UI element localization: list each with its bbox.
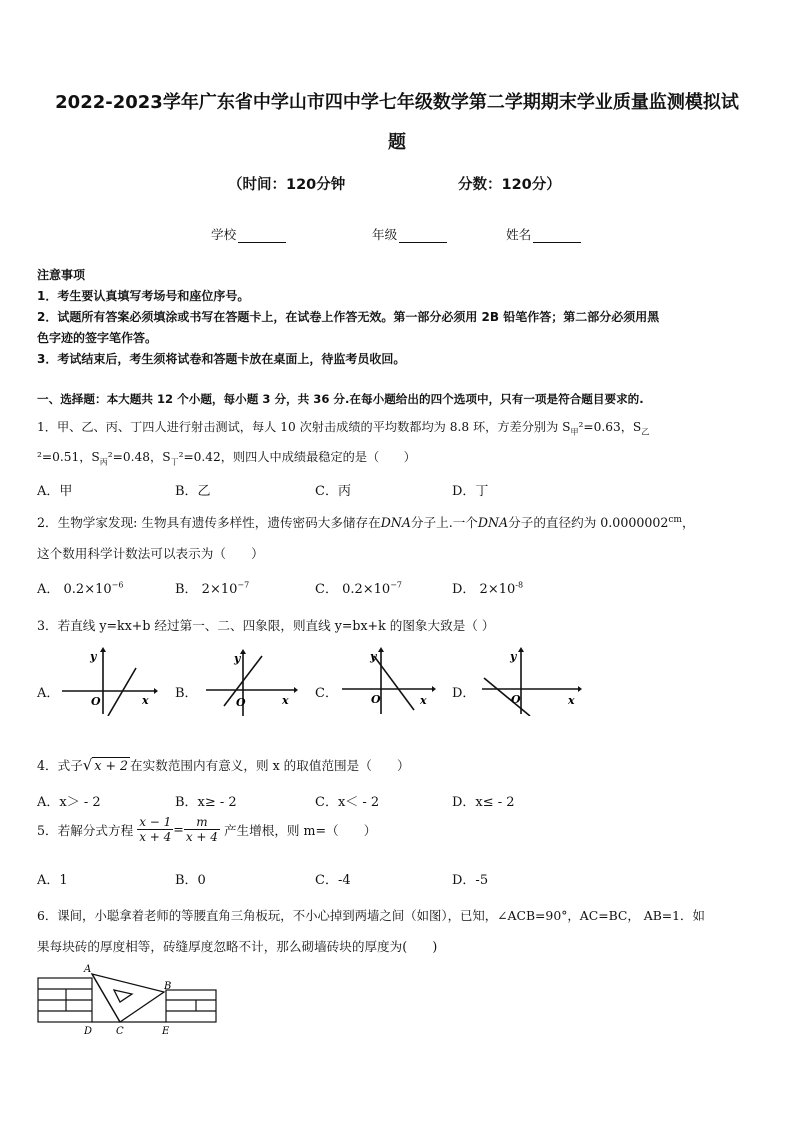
school-blank[interactable] bbox=[238, 230, 286, 243]
q1-option-c[interactable]: C．丙 bbox=[315, 484, 351, 499]
triangle-plate bbox=[92, 974, 164, 1022]
svg-text:E: E bbox=[162, 1026, 170, 1037]
name-label: 姓名 bbox=[506, 227, 532, 242]
q1-option-d[interactable]: D．丁 bbox=[452, 484, 489, 499]
svg-text:B: B bbox=[164, 981, 172, 992]
q3-option-a-label[interactable]: A． bbox=[37, 686, 60, 701]
q3-option-b-label[interactable]: B． bbox=[175, 686, 198, 701]
note-2b: 色字迹的签字笔作答。 bbox=[37, 331, 158, 345]
q2-line2: 这个数用科学计数法可以表示为（ ） bbox=[37, 546, 264, 561]
name-field bbox=[506, 224, 581, 243]
svg-text:y: y bbox=[370, 650, 377, 663]
svg-text:x: x bbox=[282, 694, 289, 707]
exam-title-line1: 2022-2023学年广东省中学山市四中学七年级数学第二学期期末学业质量监测模拟试 bbox=[55, 92, 739, 113]
q3-line1: 3．若直线 y=kx+b 经过第一、二、四象限，则直线 y=bx+k 的图象大致是（ ） bbox=[37, 618, 495, 633]
grade-blank[interactable] bbox=[399, 230, 447, 243]
svg-text:y: y bbox=[234, 652, 241, 665]
q2-option-d[interactable]: D． $2\times 10^{-8}$ bbox=[452, 580, 524, 597]
grade-field bbox=[372, 224, 447, 243]
school-label: 学校 bbox=[211, 227, 237, 242]
dna-term: DNA bbox=[380, 515, 411, 530]
q5-fraction-2: $\frac{m}{x + 4}$ bbox=[185, 815, 218, 844]
svg-text:x: x bbox=[420, 694, 427, 707]
svg-text:O: O bbox=[511, 693, 521, 706]
q1-line1: 1．甲、乙、丙、丁四人进行射击测试，每人 10 次射击成绩的平均数都均为 8.8 环，方差分别为 $S_甲^2=0.63$，$S_乙$ bbox=[37, 420, 650, 437]
svg-text:C: C bbox=[116, 1026, 124, 1037]
q6-line1: 6．课间，小聪拿着老师的等腰直角三角板玩，不小心掉到两墙之间（如图），已知，∠ACB=90°，AC=BC， AB=1．如 bbox=[37, 908, 705, 923]
q4-option-b[interactable]: B．x≥ - 2 bbox=[175, 795, 237, 810]
q4-option-c[interactable]: C．x＜ - 2 bbox=[315, 795, 380, 810]
svg-text:x: x bbox=[568, 694, 575, 707]
q3-option-c-label[interactable]: C． bbox=[315, 686, 338, 701]
exam-time: （时间：120分钟 bbox=[228, 177, 346, 193]
q1-option-a[interactable]: A．甲 bbox=[37, 484, 73, 499]
note-2a: 2．试题所有答案必须填涂或书写在答题卡上，在试卷上作答无效。第一部分必须用 2B 铅笔作答；第二部分必须用黑 bbox=[37, 310, 660, 324]
svg-text:O: O bbox=[371, 693, 381, 706]
q5-option-b[interactable]: B．0 bbox=[175, 873, 206, 888]
q1-option-b[interactable]: B．乙 bbox=[175, 484, 211, 499]
exam-score: 分数：120分） bbox=[458, 177, 561, 193]
q5-line1: 5．若解分式方程 $\frac{x - 1}{x + 4}$ = $\frac{m}{x + 4}$ 产生增根，则 m=（ ） bbox=[37, 815, 377, 844]
svg-text:y: y bbox=[90, 650, 97, 663]
q2-option-c[interactable]: C． $0.2\times 10^{-7}$ bbox=[315, 580, 402, 597]
q4-option-a[interactable]: A．x＞ - 2 bbox=[37, 795, 101, 810]
name-blank[interactable] bbox=[533, 230, 581, 243]
svg-text:O: O bbox=[236, 696, 246, 709]
q3-line-a bbox=[108, 668, 136, 716]
q5-option-d[interactable]: D．-5 bbox=[452, 873, 489, 888]
q3-graph-b[interactable] bbox=[202, 648, 302, 718]
q3-line-d bbox=[484, 678, 530, 716]
q5-fraction-1: $\frac{x - 1}{x + 4}$ bbox=[139, 815, 172, 844]
section-1-heading: 一、选择题：本大题共 12 个小题，每小题 3 分，共 36 分.在每小题给出的四个选项中，只有一项是符合题目要求的. bbox=[37, 392, 644, 406]
q5-option-a[interactable]: A．1 bbox=[37, 873, 68, 888]
school-field bbox=[211, 224, 286, 243]
svg-text:O: O bbox=[91, 695, 101, 708]
exam-title-line2: 题 bbox=[388, 132, 406, 153]
q3-graph-c[interactable] bbox=[338, 646, 438, 716]
notes-heading: 注意事项 bbox=[37, 268, 86, 282]
q5-option-c[interactable]: C．-4 bbox=[315, 873, 351, 888]
svg-text:A: A bbox=[84, 964, 92, 975]
svg-text:D: D bbox=[84, 1026, 93, 1037]
q2-option-b[interactable]: B． $2\times 10^{-7}$ bbox=[175, 580, 250, 597]
svg-text:x: x bbox=[142, 694, 149, 707]
q4-radicand: x + 2 bbox=[94, 758, 129, 773]
q3-graph-a[interactable] bbox=[58, 646, 158, 716]
q3-graph-d[interactable] bbox=[478, 646, 588, 716]
q6-line2: 果每块砖的厚度相等，砖缝厚度忽略不计，那么砌墙砖块的厚度为( ) bbox=[37, 939, 438, 954]
q2-option-a[interactable]: A． $0.2\times 10^{-6}$ bbox=[37, 580, 124, 597]
right-wall bbox=[166, 990, 216, 1022]
q3-option-d-label[interactable]: D． bbox=[452, 686, 476, 701]
q1-line2: ²=0.51，$S_丙^2=0.48$，$S_丁^2=0.42$，则四人中成绩最稳定的是（ ） bbox=[37, 450, 416, 467]
note-1: 1．考生要认真填写考场号和座位序号。 bbox=[37, 289, 250, 303]
q4-option-d[interactable]: D．x≤ - 2 bbox=[452, 795, 515, 810]
q6-brick-wall-figure bbox=[36, 960, 221, 1038]
grade-label: 年级 bbox=[372, 227, 398, 242]
note-3: 3．考试结束后，考生须将试卷和答题卡放在桌面上，待监考员收回。 bbox=[37, 352, 406, 366]
svg-text:y: y bbox=[510, 650, 517, 663]
q2-line1: 2．生物学家发现: 生物具有遗传多样性，遗传密码大多储存在DNA分子上.一个DNA分子的直径约为 $0.0000002^{cm}$， bbox=[37, 514, 695, 530]
q4-line1: 4．式子√ x + 2 在实数范围内有意义，则 x 的取值范围是（ ） bbox=[37, 756, 410, 774]
